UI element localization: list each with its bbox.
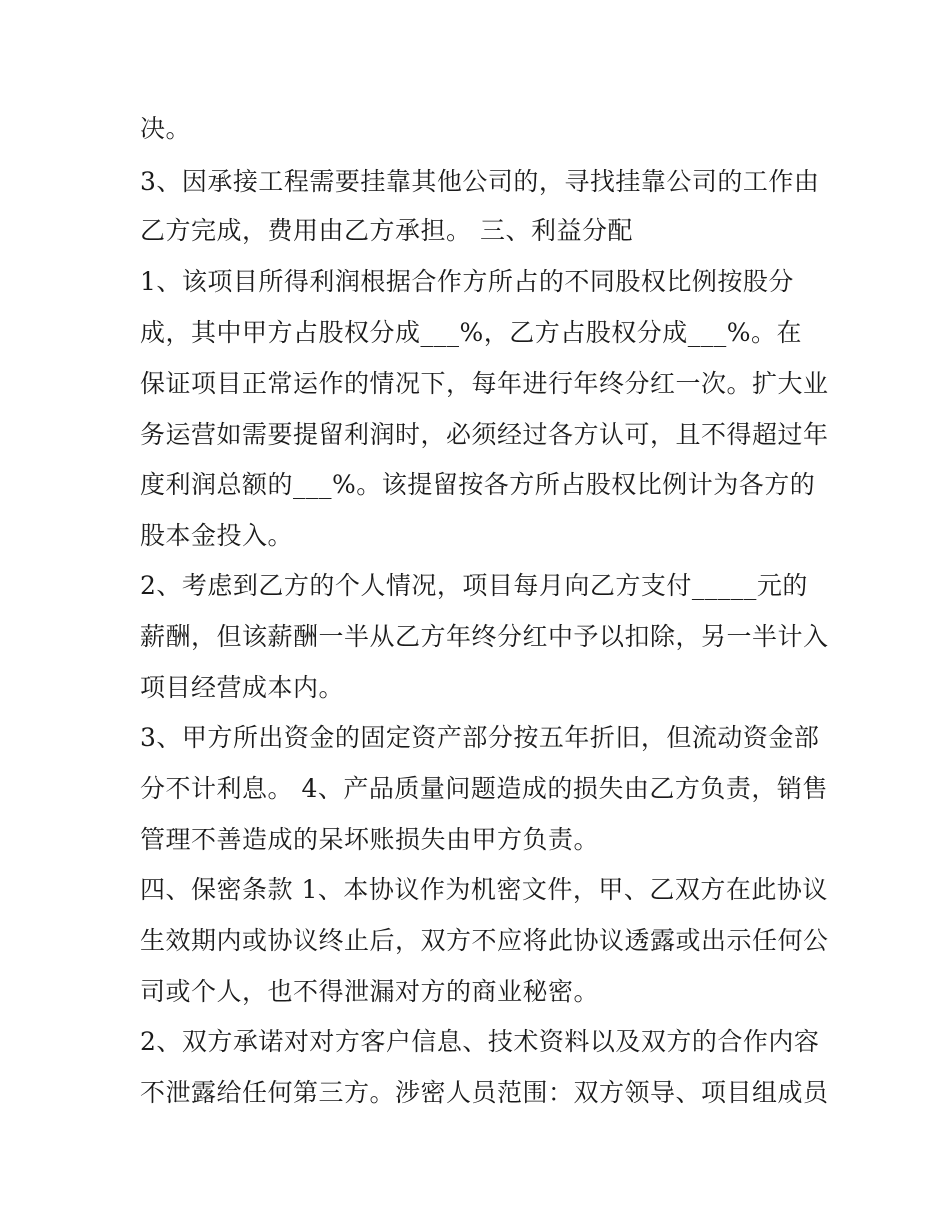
text-line: 务运营如需要提留利润时，必须经过各方认可，且不得超过年 — [140, 420, 829, 449]
text-line: 不泄露给任何第三方。涉密人员范围：双方领导、项目组成员 — [140, 1078, 829, 1107]
text-line: 2、双方承诺对对方客户信息、技术资料以及双方的合作内容 — [140, 1027, 820, 1056]
text-line: 薪酬，但该薪酬一半从乙方年终分红中予以扣除，另一半计入 — [140, 622, 829, 651]
text-line: 成，其中甲方占股权分成___%，乙方占股权分成___%。在 — [140, 318, 803, 347]
text-line: 3、甲方所出资金的固定资产部分按五年折旧，但流动资金部 — [140, 723, 820, 752]
text-line: 决。 — [140, 114, 192, 143]
text-line: 度利润总额的___%。该提留按各方所占股权比例计为各方的 — [140, 470, 816, 499]
text-line: 四、保密条款 1、本协议作为机密文件，甲、乙双方在此协议 — [140, 875, 828, 904]
text-line: 管理不善造成的呆坏账损失由甲方负责。 — [140, 825, 600, 854]
text-line: 3、因承接工程需要挂靠其他公司的，寻找挂靠公司的工作由 — [140, 167, 820, 196]
text-line: 1、该项目所得利润根据合作方所占的不同股权比例按股分 — [140, 267, 794, 296]
text-line: 保证项目正常运作的情况下，每年进行年终分红一次。扩大业 — [140, 369, 829, 398]
text-line: 分不计利息。 4、产品质量问题造成的损失由乙方负责，销售 — [140, 774, 828, 803]
text-line: 乙方完成，费用由乙方承担。 三、利益分配 — [140, 216, 633, 245]
text-line: 2、考虑到乙方的个人情况，项目每月向乙方支付_____元的 — [140, 571, 808, 600]
text-line: 项目经营成本内。 — [140, 673, 345, 702]
text-line: 司或个人，也不得泄漏对方的商业秘密。 — [140, 977, 600, 1006]
text-line: 股本金投入。 — [140, 521, 294, 550]
text-line: 生效期内或协议终止后，双方不应将此协议透露或出示任何公 — [140, 926, 829, 955]
